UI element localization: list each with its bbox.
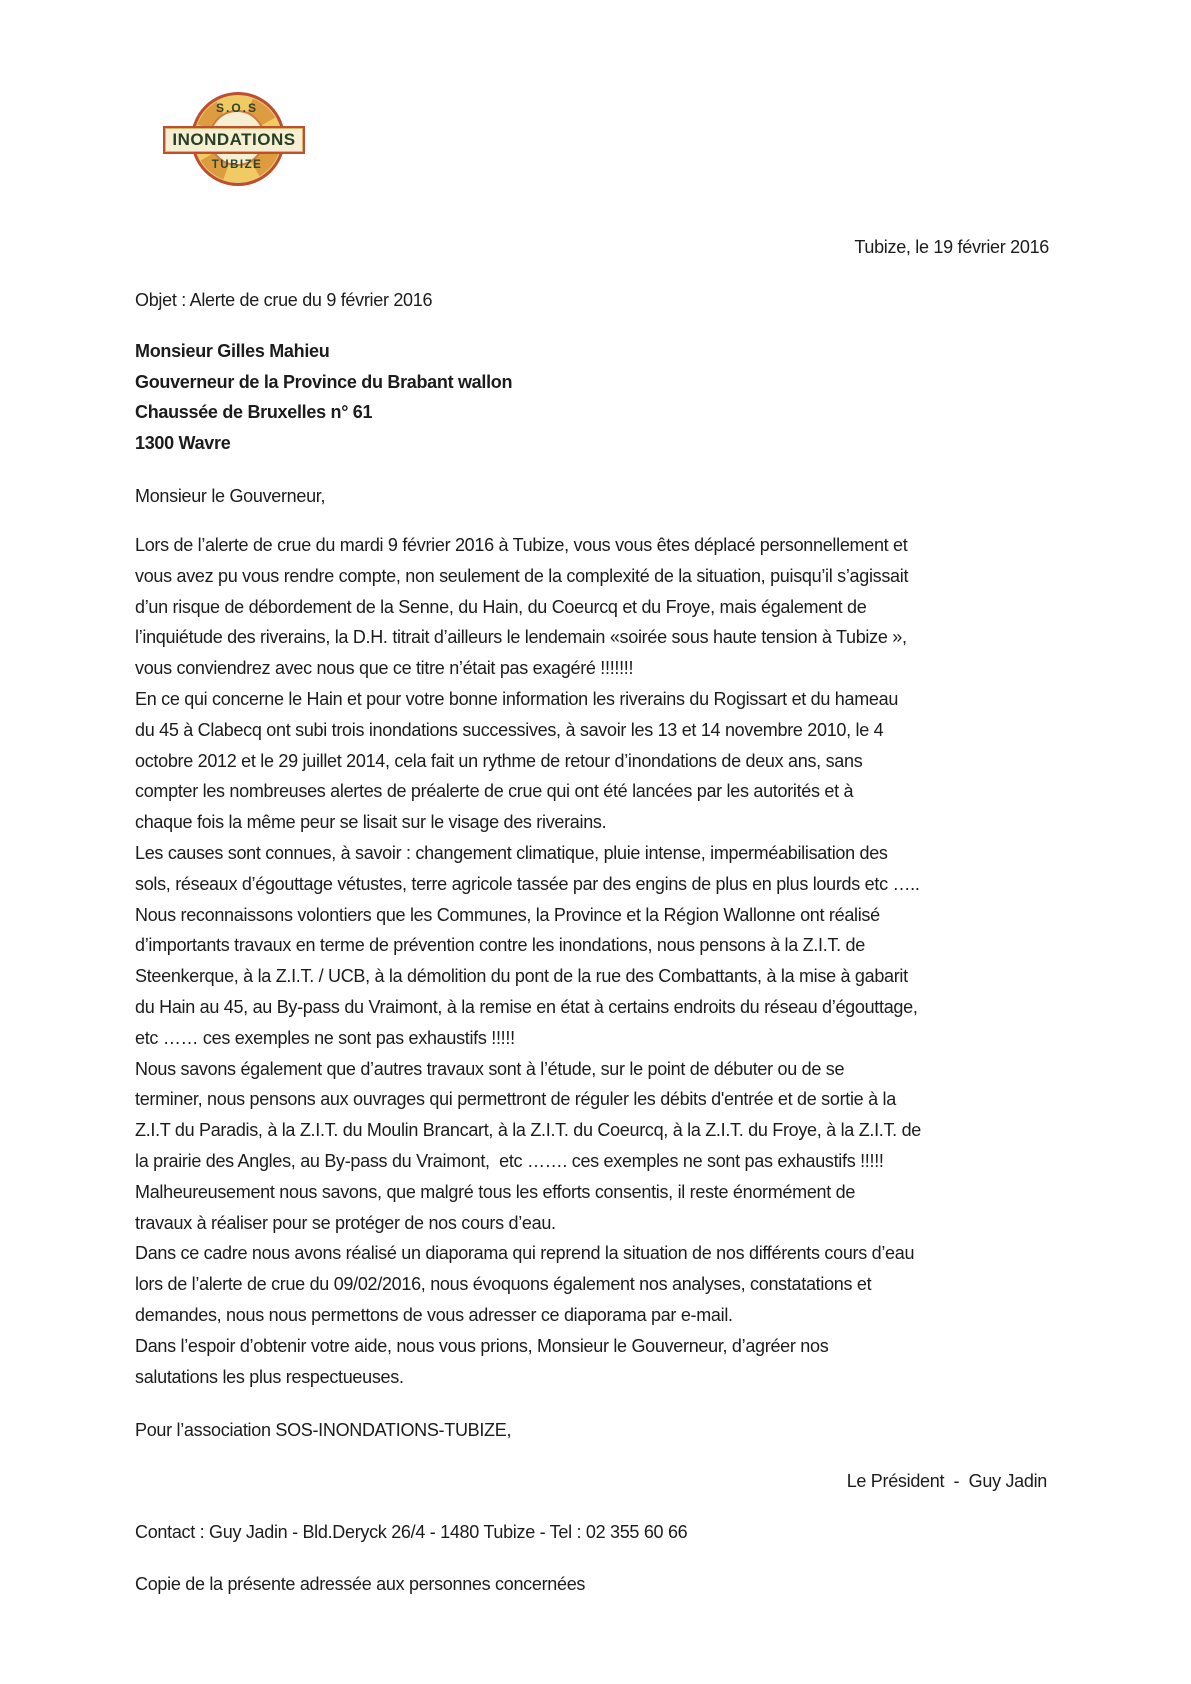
body-line: salutations les plus respectueuses. xyxy=(135,1366,404,1387)
recipient-line: Chaussée de Bruxelles n° 61 xyxy=(135,402,373,423)
body-line: la prairie des Angles, au By-pass du Vraimont, etc ……. ces exemples ne sont pas exhaustifs !!!!! xyxy=(135,1150,884,1171)
logo-tubize-text: TUBIZE xyxy=(211,159,263,171)
body-line: l’inquiétude des riverains, la D.H. titrait d’ailleurs le lendemain «soirée sous haute tension à Tubize », xyxy=(135,627,907,648)
body-line: sols, réseaux d’égouttage vétustes, terre agricole tassée par des engins de plus en plus lourds etc ….. xyxy=(135,873,920,894)
contact-line: Contact : Guy Jadin - Bld.Deryck 26/4 - 1480 Tubize - Tel : 02 355 60 66 xyxy=(135,1522,688,1542)
body-line: Z.I.T du Paradis, à la Z.I.T. du Moulin Brancart, à la Z.I.T. du Coeurcq, à la Z.I.T. du Froye, à la Z.I.T. de xyxy=(135,1120,922,1141)
body-line: compter les nombreuses alertes de préalerte de crue qui ont été lancées par les autorités et à xyxy=(135,781,854,802)
letter-body xyxy=(135,530,921,1392)
logo-sos-text: S.O.S xyxy=(215,101,258,115)
body-line: Nous savons également que d’autres travaux sont à l’étude, sur le point de débuter ou de se xyxy=(135,1058,845,1079)
recipient-line: Monsieur Gilles Mahieu xyxy=(135,341,330,361)
body-line: lors de l’alerte de crue du 09/02/2016, nous évoquons également nos analyses, constatations et xyxy=(135,1274,872,1295)
subject-line: Objet : Alerte de crue du 9 février 2016 xyxy=(135,290,433,310)
recipient-line: Gouverneur de la Province du Brabant wallon xyxy=(135,371,513,392)
salutation-line: Monsieur le Gouverneur, xyxy=(135,486,326,506)
body-line: Lors de l’alerte de crue du mardi 9 février 2016 à Tubize, vous vous êtes déplacé personnellement et xyxy=(135,535,908,555)
body-line: Dans ce cadre nous avons réalisé un diaporama qui reprend la situation de nos différents cours d’eau xyxy=(135,1243,915,1264)
body-line: vous avez pu vous rendre compte, non seulement de la complexité de la situation, puisqu’il s’agissait xyxy=(135,565,909,586)
association-line: Pour l’association SOS-INONDATIONS-TUBIZE, xyxy=(135,1420,512,1440)
body-line: travaux à réaliser pour se protéger de nos cours d’eau. xyxy=(135,1212,556,1233)
body-line: Malheureusement nous savons, que malgré tous les efforts consentis, il reste énormément de xyxy=(135,1181,856,1202)
body-line: Les causes sont connues, à savoir : changement climatique, pluie intense, imperméabilisation des xyxy=(135,842,888,863)
body-line: d’un risque de débordement de la Senne, du Hain, du Coeurcq et du Froye, mais également de xyxy=(135,596,867,617)
recipient-block xyxy=(135,336,512,459)
body-line: Dans l’espoir d’obtenir votre aide, nous vous prions, Monsieur le Gouverneur, d’agréer nos xyxy=(135,1335,829,1356)
signature-line: Le Président - Guy Jadin xyxy=(846,1471,1047,1491)
body-line: demandes, nous nous permettons de vous adresser ce diaporama par e-mail. xyxy=(135,1304,733,1325)
logo-banner-text: INONDATIONS xyxy=(163,126,305,154)
recipient-line: 1300 Wavre xyxy=(135,433,231,454)
body-line: du 45 à Clabecq ont subi trois inondations successives, à savoir les 13 et 14 novembre 2010, le 4 xyxy=(135,719,884,740)
association-logo xyxy=(163,88,313,194)
body-line: Steenkerque, à la Z.I.T. / UCB, à la démolition du pont de la rue des Combattants, à la mise à gabarit xyxy=(135,966,908,987)
copy-note-line: Copie de la présente adressée aux personnes concernées xyxy=(135,1574,586,1594)
body-line: etc …… ces exemples ne sont pas exhaustifs !!!!! xyxy=(135,1027,515,1048)
body-line: d’importants travaux en terme de prévention contre les inondations, nous pensons à la Z.I.T. de xyxy=(135,935,865,956)
body-line: En ce qui concerne le Hain et pour votre bonne information les riverains du Rogissart et du hameau xyxy=(135,688,899,709)
body-line: du Hain au 45, au By-pass du Vraimont, à la remise en état à certains endroits du réseau d’égouttage, xyxy=(135,996,918,1017)
body-line: Nous reconnaissons volontiers que les Communes, la Province et la Région Wallonne ont réalisé xyxy=(135,904,880,925)
body-line: vous conviendrez avec nous que ce titre n’était pas exagéré !!!!!!! xyxy=(135,658,634,679)
body-line: octobre 2012 et le 29 juillet 2014, cela fait un rythme de retour d’inondations de deux ans, sans xyxy=(135,750,863,771)
body-line: chaque fois la même peur se lisait sur le visage des riverains. xyxy=(135,812,607,833)
date-line: Tubize, le 19 février 2016 xyxy=(854,237,1049,257)
body-line: terminer, nous pensons aux ouvrages qui permettront de réguler les débits d'entrée et de sortie à la xyxy=(135,1089,896,1110)
